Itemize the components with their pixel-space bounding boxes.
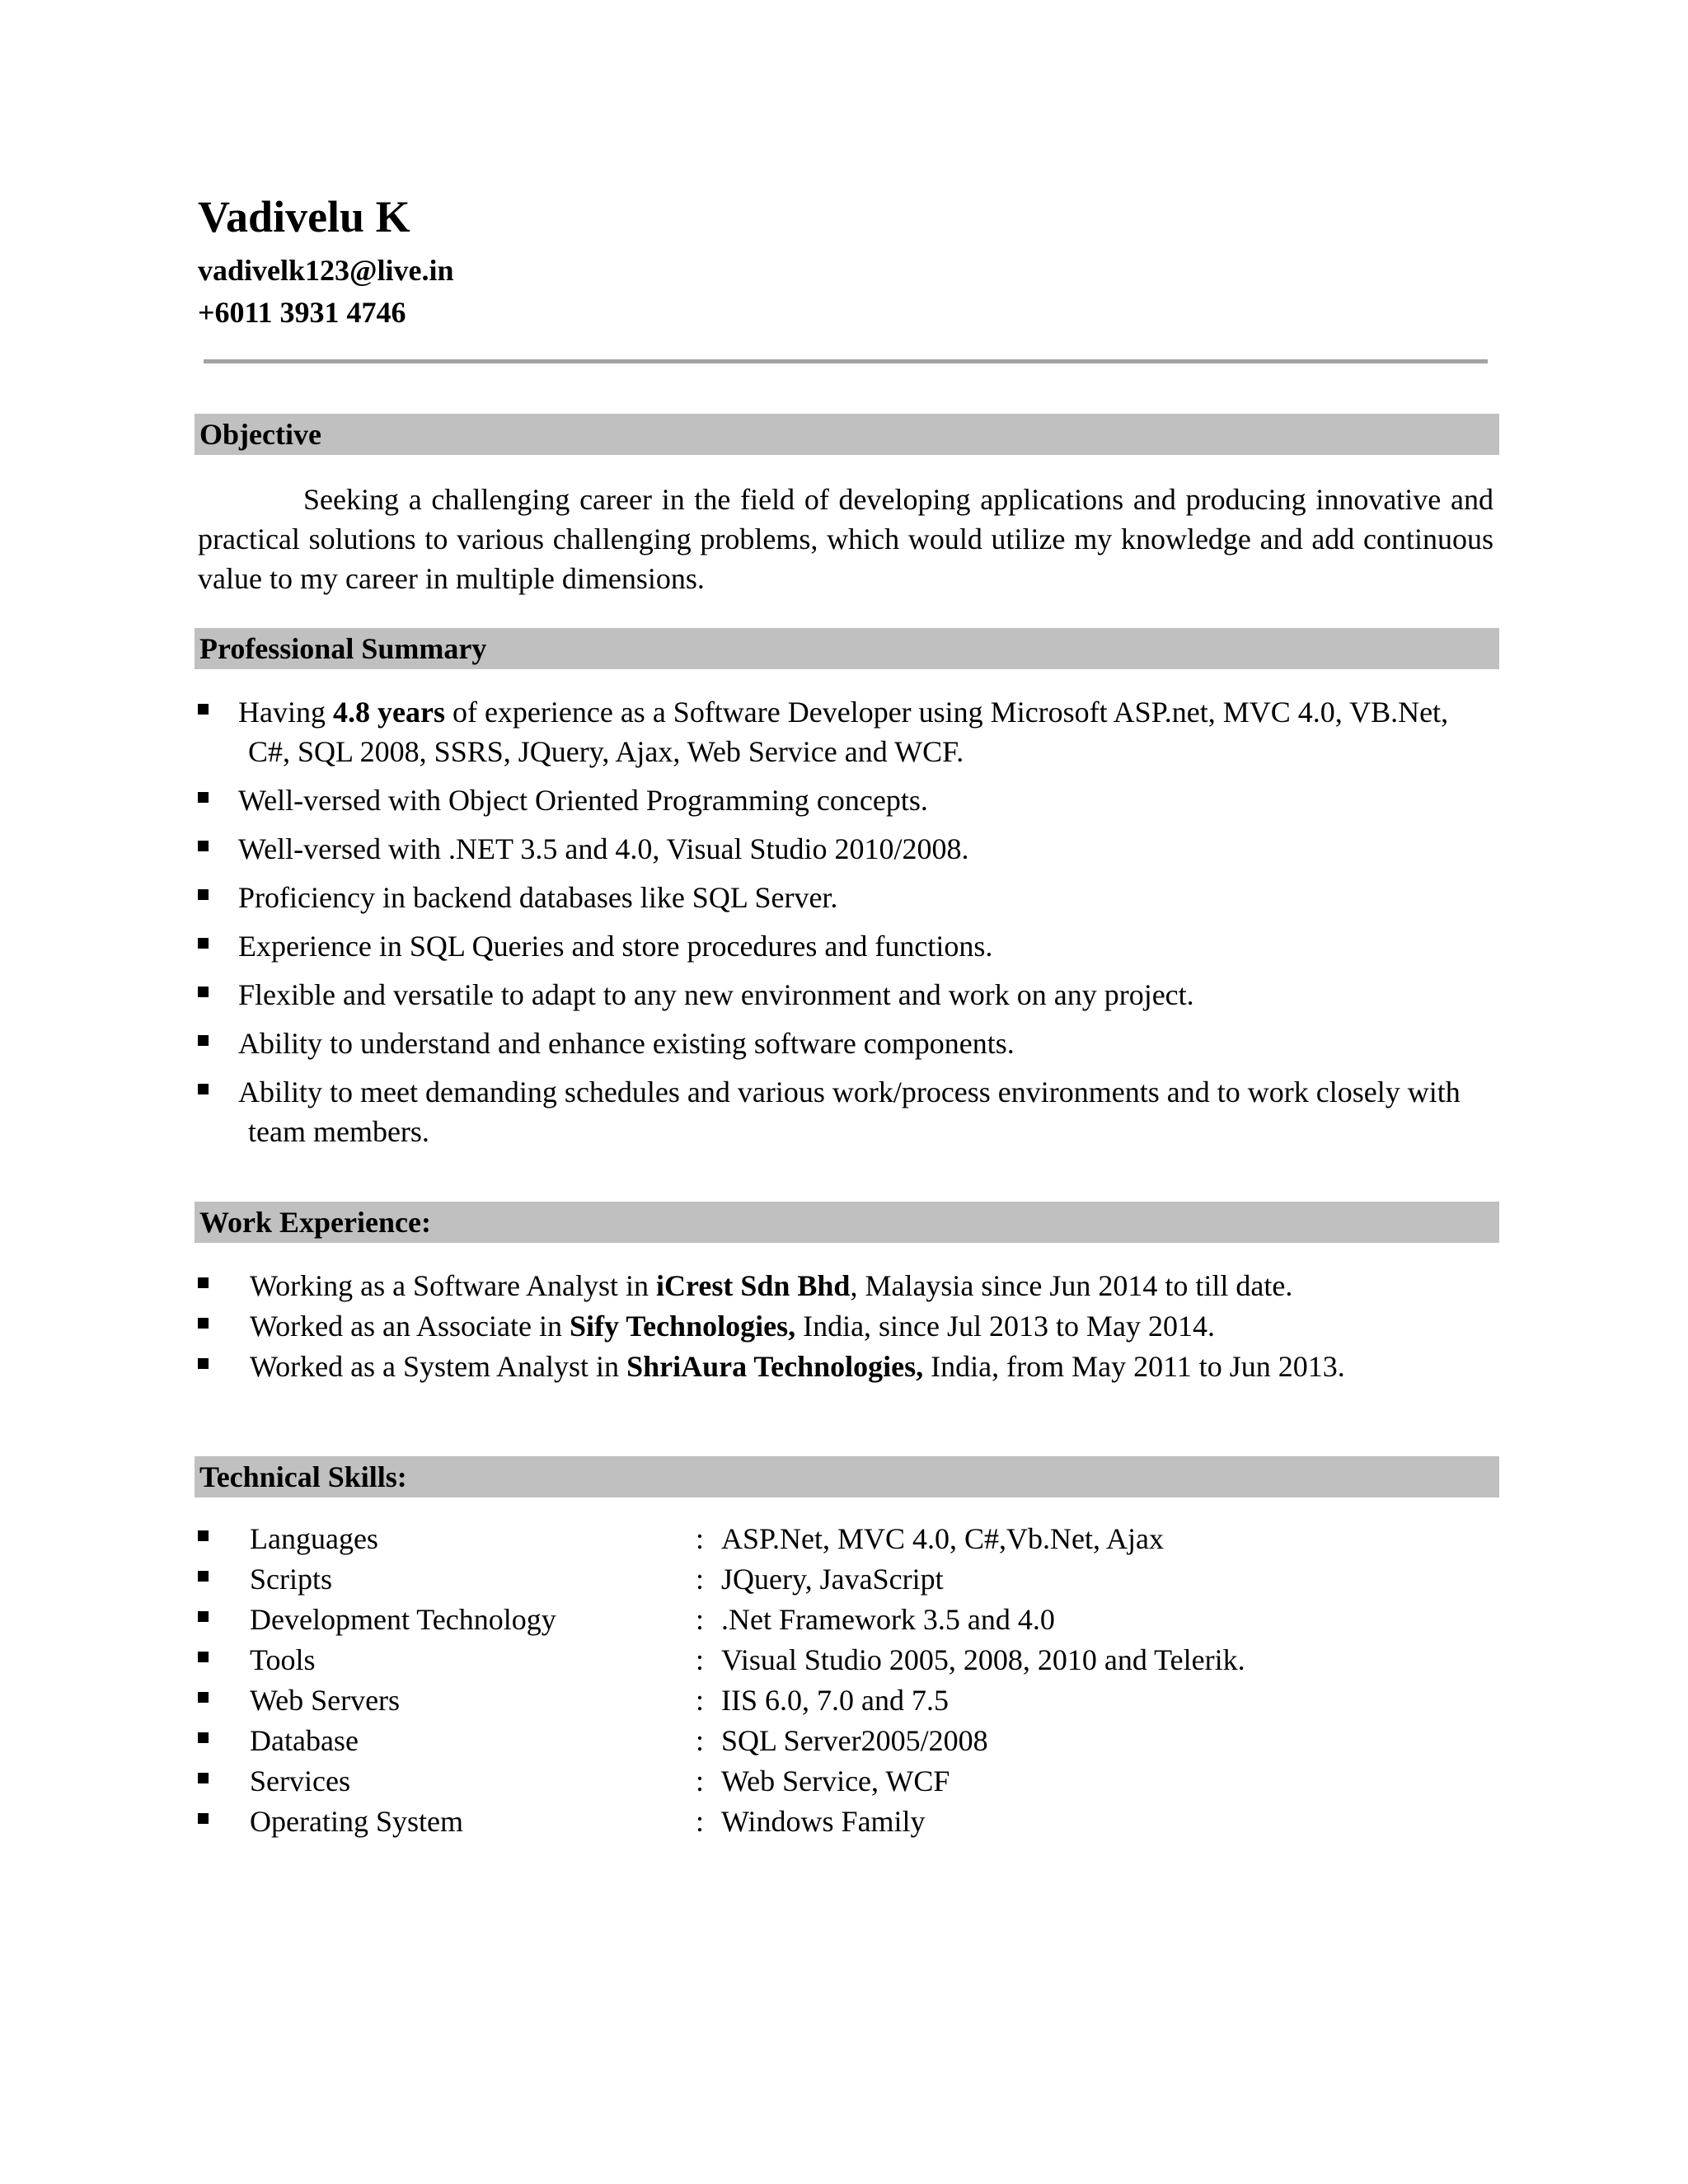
summary-list bbox=[198, 692, 1500, 1160]
bullet-square-icon bbox=[198, 1277, 209, 1288]
bullet-square-icon bbox=[198, 1358, 209, 1369]
list-item: Ability to meet demanding schedules and various work/process environments and to work closely with team members. bbox=[198, 1072, 1500, 1151]
bullet-square-icon bbox=[198, 1084, 209, 1094]
list-item: Flexible and versatile to adapt to any new environment and work on any project. bbox=[198, 975, 1500, 1015]
objective-text: Seeking a challenging career in the field of developing applications and producing innovative and practical solutions to various challenging problems, which would utilize my knowledge and add continuous value to my career in multiple dimensions. bbox=[198, 483, 1493, 595]
bullet-square-icon bbox=[198, 1530, 209, 1541]
bullet-square-icon bbox=[198, 1732, 209, 1743]
list-item: Database : SQL Server2005/2008 bbox=[198, 1721, 1500, 1760]
bullet-square-icon bbox=[198, 938, 209, 949]
list-item: Web Servers : IIS 6.0, 7.0 and 7.5 bbox=[198, 1680, 1500, 1720]
bullet-square-icon bbox=[198, 704, 209, 715]
list-item: Proficiency in backend databases like SQL Server. bbox=[198, 878, 1500, 917]
bullet-square-icon bbox=[198, 987, 209, 997]
candidate-name: Vadivelu K bbox=[198, 192, 410, 241]
bullet-square-icon bbox=[198, 1773, 209, 1783]
list-item: Ability to understand and enhance existing software components. bbox=[198, 1024, 1500, 1063]
list-item: Services : Web Service, WCF bbox=[198, 1761, 1500, 1801]
summary-heading-bar bbox=[195, 628, 1499, 669]
skills-heading-bar bbox=[195, 1456, 1499, 1497]
list-item: Development Technology : .Net Framework 3.5 and 4.0 bbox=[198, 1600, 1500, 1639]
work-heading-bar bbox=[195, 1202, 1499, 1243]
list-item: Well-versed with .NET 3.5 and 4.0, Visual Studio 2010/2008. bbox=[198, 829, 1500, 869]
bullet-square-icon bbox=[198, 1692, 209, 1703]
skills-heading: Technical Skills: bbox=[199, 1460, 407, 1493]
list-item: Languages : ASP.Net, MVC 4.0, C#,Vb.Net, Ajax bbox=[198, 1519, 1500, 1558]
phone-number: +6011 3931 4746 bbox=[198, 296, 406, 329]
bullet-square-icon bbox=[198, 841, 209, 851]
list-item: Operating System : Windows Family bbox=[198, 1802, 1500, 1841]
objective-heading-bar bbox=[195, 414, 1499, 455]
list-item: Scripts : JQuery, JavaScript bbox=[198, 1559, 1500, 1599]
work-heading: Work Experience: bbox=[199, 1206, 431, 1239]
bullet-square-icon bbox=[198, 1571, 209, 1582]
skills-list bbox=[198, 1519, 1500, 1842]
list-item: Well-versed with Object Oriented Programming concepts. bbox=[198, 780, 1500, 820]
list-item: Experience in SQL Queries and store procedures and functions. bbox=[198, 926, 1500, 966]
bullet-square-icon bbox=[198, 1035, 209, 1046]
summary-heading: Professional Summary bbox=[199, 632, 487, 665]
work-list bbox=[198, 1266, 1500, 1387]
bullet-square-icon bbox=[198, 1813, 209, 1824]
list-item: Worked as a System Analyst in ShriAura Technologies, India, from May 2011 to Jun 2013. bbox=[198, 1347, 1500, 1386]
bullet-square-icon bbox=[198, 1611, 209, 1622]
list-item: Having 4.8 years of experience as a Software Developer using Microsoft ASP.net, MVC 4.0, VB.Net, C#, SQL 2008, SSRS, JQuery, Ajax, Web Service and WCF. bbox=[198, 692, 1500, 771]
objective-heading: Objective bbox=[199, 418, 321, 451]
email-address: vadivelk123@live.in bbox=[198, 254, 454, 287]
bullet-square-icon bbox=[198, 889, 209, 900]
list-item: Working as a Software Analyst in iCrest Sdn Bhd, Malaysia since Jun 2014 to till date. bbox=[198, 1266, 1500, 1305]
list-item: Worked as an Associate in Sify Technologies, India, since Jul 2013 to May 2014. bbox=[198, 1306, 1500, 1346]
header-divider bbox=[204, 359, 1488, 363]
bullet-square-icon bbox=[198, 1318, 209, 1329]
bullet-square-icon bbox=[198, 792, 209, 803]
bullet-square-icon bbox=[198, 1652, 209, 1662]
list-item: Tools : Visual Studio 2005, 2008, 2010 and Telerik. bbox=[198, 1640, 1500, 1680]
